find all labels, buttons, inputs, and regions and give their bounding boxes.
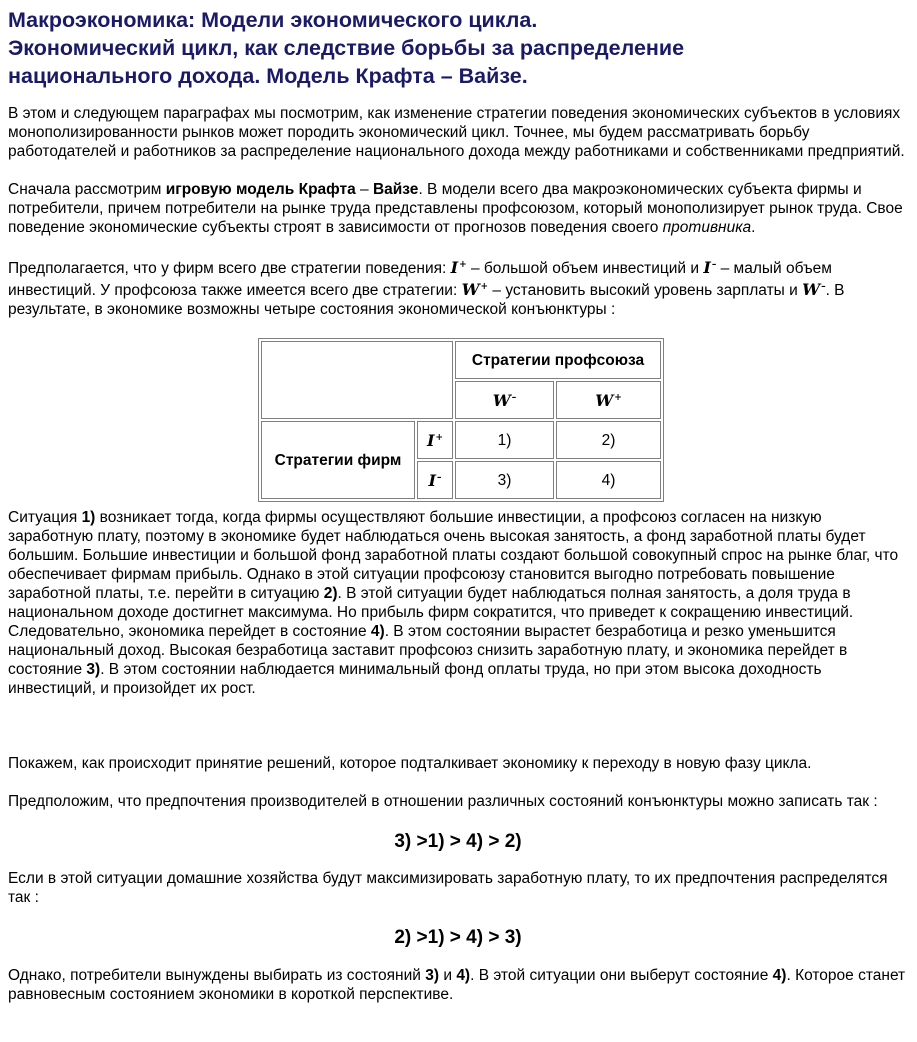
union-w-minus: W–	[455, 381, 554, 419]
intro-paragraph: В этом и следующем параграфах мы посмотрим, как изменение стратегии поведения экономических субъектов в условиях монополизированности рынков может породить экономический цикл. Точнее, мы будем рассматривать борьбу работодателей и работников за распределение национального дохода между работниками и собственниками предприятий.	[8, 105, 905, 160]
household-preferences-paragraph: Если в этой ситуации домашние хозяйства будут максимизировать заработную плату, то их предпочтения распределятся так :	[8, 870, 888, 906]
decision-paragraph: Покажем, как происходит принятие решений, которое подталкивает экономику к переходу в новую фазу цикла.	[8, 755, 812, 772]
text: .	[751, 219, 756, 236]
text: Ситуация	[8, 509, 82, 526]
var-w-minus: W–	[802, 280, 826, 299]
state-ref: 3)	[425, 967, 440, 984]
union-w-plus: W+	[556, 381, 661, 419]
text: Однако, потребители вынуждены выбирать из состояний	[8, 967, 426, 984]
state-ref: 4)	[772, 967, 787, 984]
article	[8, 6, 908, 1004]
state-ref: 4)	[456, 967, 471, 984]
text: . В этой ситуации будет наблюдаться полная занятость, а доля труда в национальном доходе достигнет максимума. Но прибыль фирм сократится, что приведет к сокращению инвестиций. Следовательно, экономика перейдет в состояние	[8, 585, 854, 640]
equilibrium-paragraph	[8, 966, 908, 1004]
cell-state-2: 2)	[556, 421, 661, 459]
strategy-table	[258, 338, 664, 502]
text: – большой объем инвестиций и	[466, 260, 704, 277]
opponent-word: противника	[662, 219, 752, 236]
text: . В модели всего два макроэкономических субъекта фирмы и потребители, причем потребители на рынке труда представлены профсоюзом, который монополизирует рынок труда. Свое поведение экономические субъекты строят в зависимости от прогнозов поведения своего	[8, 181, 903, 236]
var-i-plus: I+	[450, 258, 467, 277]
text: –	[355, 181, 373, 198]
producer-preferences-paragraph: Предположим, что предпочтения производителей в отношении различных состояний конъюнктуры можно записать так :	[8, 793, 878, 810]
cell-state-3: 3)	[455, 461, 554, 499]
var-i-minus: I–	[703, 258, 717, 277]
state-ref: 3)	[86, 661, 101, 678]
household-preference-formula: 2) >1) > 4) > 3)	[394, 927, 522, 948]
state-ref: 4)	[370, 623, 385, 640]
state-ref: 2)	[323, 585, 338, 602]
text: Сначала рассмотрим	[8, 181, 166, 198]
text: – малый объем инвестиций. У профсоюза также имеется всего две стратегии:	[8, 260, 832, 299]
title-line: Экономический цикл, как следствие борьбы за распределение	[8, 36, 685, 60]
strategies-paragraph	[8, 256, 908, 319]
var-w-plus: W+	[461, 280, 489, 299]
page-title	[8, 6, 908, 90]
model-name-2: Вайзе	[372, 181, 419, 198]
firm-strategies-header: Стратегии фирм	[261, 421, 415, 499]
text: – установить высокий уровень зарплаты и	[488, 282, 803, 299]
strategy-table-wrap	[8, 338, 908, 498]
text: возникает тогда, когда фирмы осуществляют большие инвестиции, а профсоюз согласен на низкую заработную плату, поэтому в экономике будет наблюдаться очень высокая занятость, а фонд заработной платы будет большим. Большие инвестиции и большой фонд заработной платы создают большой совокупный спрос на рынке благ, что обеспечивает фирмам прибыль. Однако в этой ситуации профсоюзу становится выгодно потребовать повышение заработной платы, т.е. перейти в ситуацию	[8, 509, 899, 602]
union-strategies-header: Стратегии профсоюза	[455, 341, 661, 379]
text: и	[439, 967, 457, 984]
model-name: игровую модель Крафта	[165, 181, 356, 198]
text: . В этом состоянии вырастет безработица и резко уменьшится национальный доход. Высокая безработица заставит профсоюз снизить заработную плату, и экономика перейдет в состояние	[8, 623, 848, 678]
empty-corner-cell	[261, 341, 453, 419]
text: Предполагается, что у фирм всего две стратегии поведения:	[8, 260, 451, 277]
title-line: Макроэкономика: Модели экономического цикла.	[8, 8, 538, 32]
cell-state-4: 4)	[556, 461, 661, 499]
firm-i-plus: I+	[417, 421, 453, 459]
firm-i-minus: I–	[417, 461, 453, 499]
text: . В этом состоянии наблюдается минимальный фонд оплаты труда, но при этом высока доходность инвестиций, и произойдет их рост.	[8, 661, 822, 697]
text: . В результате, в экономике возможны четыре состояния экономической конъюнктуры :	[8, 282, 845, 318]
text: . Которое станет равновесным состоянием экономики в короткой перспективе.	[8, 967, 906, 1003]
cell-state-1: 1)	[455, 421, 554, 459]
state-ref: 1)	[81, 509, 96, 526]
text: . В этой ситуации они выберут состояние	[470, 967, 773, 984]
title-line: национального дохода. Модель Крафта – Вайзе.	[8, 64, 528, 88]
cycle-paragraph	[8, 508, 908, 698]
producer-preference-formula: 3) >1) > 4) > 2)	[394, 831, 522, 852]
model-paragraph	[8, 180, 908, 237]
